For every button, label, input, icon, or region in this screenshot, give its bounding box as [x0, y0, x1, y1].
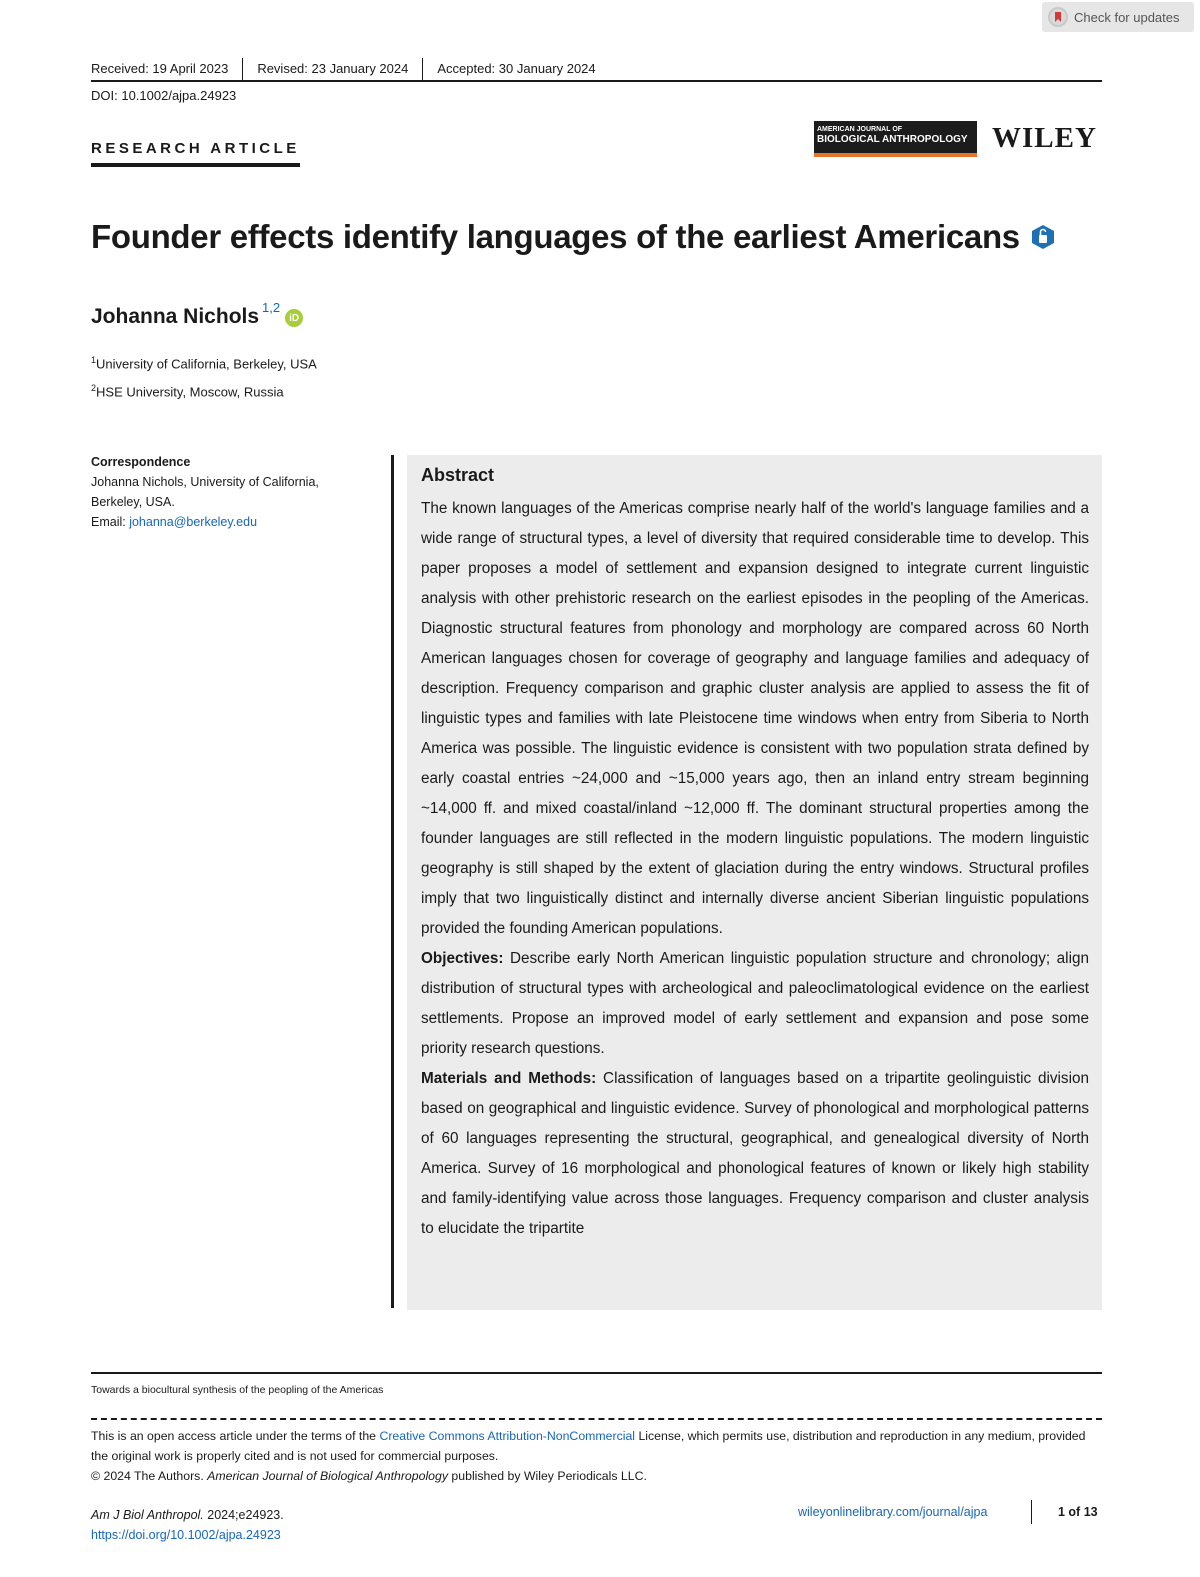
license-text: [91, 1426, 1102, 1466]
copyright-pre: © 2024 The Authors.: [91, 1469, 208, 1483]
affiliation-number: 2: [91, 383, 97, 393]
affiliation-text: University of California, Berkeley, USA: [96, 356, 317, 372]
methods-label: Materials and Methods:: [421, 1070, 597, 1087]
open-access-icon[interactable]: [1030, 224, 1056, 250]
date-divider: [422, 58, 423, 80]
correspondence-line: Berkeley, USA.: [91, 495, 175, 509]
journal-logo[interactable]: [814, 121, 977, 157]
correspondence-line: Johanna Nichols, University of California,: [91, 475, 319, 489]
copyright-text: [91, 1466, 1102, 1486]
license-pre: This is an open access article under the terms of the: [91, 1429, 380, 1443]
correspondence-heading: Correspondence: [91, 455, 191, 469]
publisher-logo[interactable]: WILEY: [992, 122, 1097, 154]
email-link[interactable]: johanna@berkeley.edu: [129, 515, 258, 529]
methods-text: Classification of languages based on a tripartite geolinguistic division based on geographical and linguistic evidence. Survey of phonological and morphological patterns of 60 languages representing the structural, geographical, and genealogical diversity of North America. Survey of 16 morphological and phonological features of known or likely high stability and family-identifying value across those languages. Frequency comparison and cluster analysis to elucidate the tripartite: [421, 1070, 1089, 1237]
copyright-journal: American Journal of Biological Anthropology: [207, 1469, 449, 1483]
license-divider: [91, 1418, 1102, 1420]
abstract-heading: Abstract: [421, 465, 495, 485]
citation-journal: Am J Biol Anthropol.: [91, 1508, 204, 1522]
journal-logo-line2: BIOLOGICAL ANTHROPOLOGY: [817, 134, 968, 145]
footer-divider: [1031, 1500, 1032, 1524]
author-affiliation-marks[interactable]: 1,2: [262, 300, 281, 315]
affiliation-text: HSE University, Moscow, Russia: [96, 384, 284, 400]
objectives-label: Objectives:: [421, 950, 504, 967]
article-type: RESEARCH ARTICLE: [91, 140, 300, 167]
article-title-text: Founder effects identify languages of the earliest Americans: [91, 218, 1020, 255]
correspondence: [91, 452, 361, 532]
abstract-box: [407, 455, 1102, 1310]
revised-date: Revised: 23 January 2024: [257, 61, 409, 76]
article-dates: [91, 58, 1102, 82]
citation-rest: 2024;e24923.: [203, 1508, 284, 1522]
author: [91, 300, 303, 329]
objectives-text: Describe early North American linguistic population structure and chronology; align distribution of structural types with archeological and paleoclimatological evidence on the earliest settlements. Propose an improved model of early settlement and expansion and pose some priority research questions.: [421, 950, 1089, 1057]
journal-site-link[interactable]: wileyonlinelibrary.com/journal/ajpa: [798, 1505, 988, 1519]
affiliation-number: 1: [91, 355, 97, 365]
license-link[interactable]: Creative Commons Attribution-NonCommercial: [379, 1429, 636, 1443]
abstract-rule: [391, 455, 394, 1308]
doi: DOI: 10.1002/ajpa.24923: [91, 88, 237, 103]
date-divider: [242, 58, 243, 80]
check-for-updates-label: Check for updates: [1074, 9, 1180, 25]
license-post: License, which permits use, distribution and reproduction in any medium, provided the original work is properly cited and is not used for commercial purposes.: [91, 1429, 1086, 1463]
license-notice: [91, 1426, 1102, 1486]
journal-logo-line1: AMERICAN JOURNAL OF: [817, 126, 903, 133]
footer-rule: [91, 1372, 1102, 1374]
page-number: 1 of 13: [1058, 1505, 1098, 1519]
orcid-icon[interactable]: iD: [285, 309, 303, 327]
email-label: Email:: [91, 515, 130, 529]
citation-line: [91, 1505, 284, 1525]
article-title: [91, 218, 1056, 256]
correspondence-email-row: [91, 512, 361, 532]
received-date: Received: 19 April 2023: [91, 61, 229, 76]
check-for-updates-button[interactable]: [1042, 2, 1194, 32]
affiliation-1: [91, 355, 317, 371]
crossmark-icon: [1048, 7, 1068, 27]
abstract-objectives: [421, 944, 1089, 1064]
author-name[interactable]: Johanna Nichols: [91, 305, 260, 328]
accepted-date: Accepted: 30 January 2024: [437, 61, 596, 76]
series-note: Towards a biocultural synthesis of the peopling of the Americas: [91, 1384, 384, 1396]
copyright-post: published by Wiley Periodicals LLC.: [448, 1469, 647, 1483]
abstract-methods: [421, 1064, 1089, 1244]
citation-doi-link[interactable]: https://doi.org/10.1002/ajpa.24923: [91, 1528, 281, 1542]
affiliation-2: [91, 383, 284, 399]
abstract-body: The known languages of the Americas comprise nearly half of the world's language families and a wide range of structural types, a level of diversity that required considerable time to develop. This paper proposes a model of settlement and expansion designed to integrate current linguistic analysis with other prehistoric research on the earliest episodes in the peopling of the Americas. Diagnostic structural features from phonology and morphology are compared across 60 North American languages chosen for coverage of geography and language families and adequacy of description. Frequency comparison and graphic cluster analysis are applied to assess the fit of linguistic types and families with late Pleistocene time windows when entry from Siberia to North America was possible. The linguistic evidence is consistent with two population strata defined by early coastal entries ~24,000 and ~15,000 years ago, then an inland entry stream beginning ~14,000 ff. and mixed coastal/inland ~12,000 ff. The dominant structural properties among the founder languages are still reflected in the modern linguistic populations. The modern linguistic geography is still shaped by the extent of glaciation during the entry windows. Structural profiles imply that two linguistically distinct and internally diverse ancient Siberian linguistic populations provided the founding American populations.: [421, 500, 1089, 937]
citation: [91, 1505, 284, 1545]
